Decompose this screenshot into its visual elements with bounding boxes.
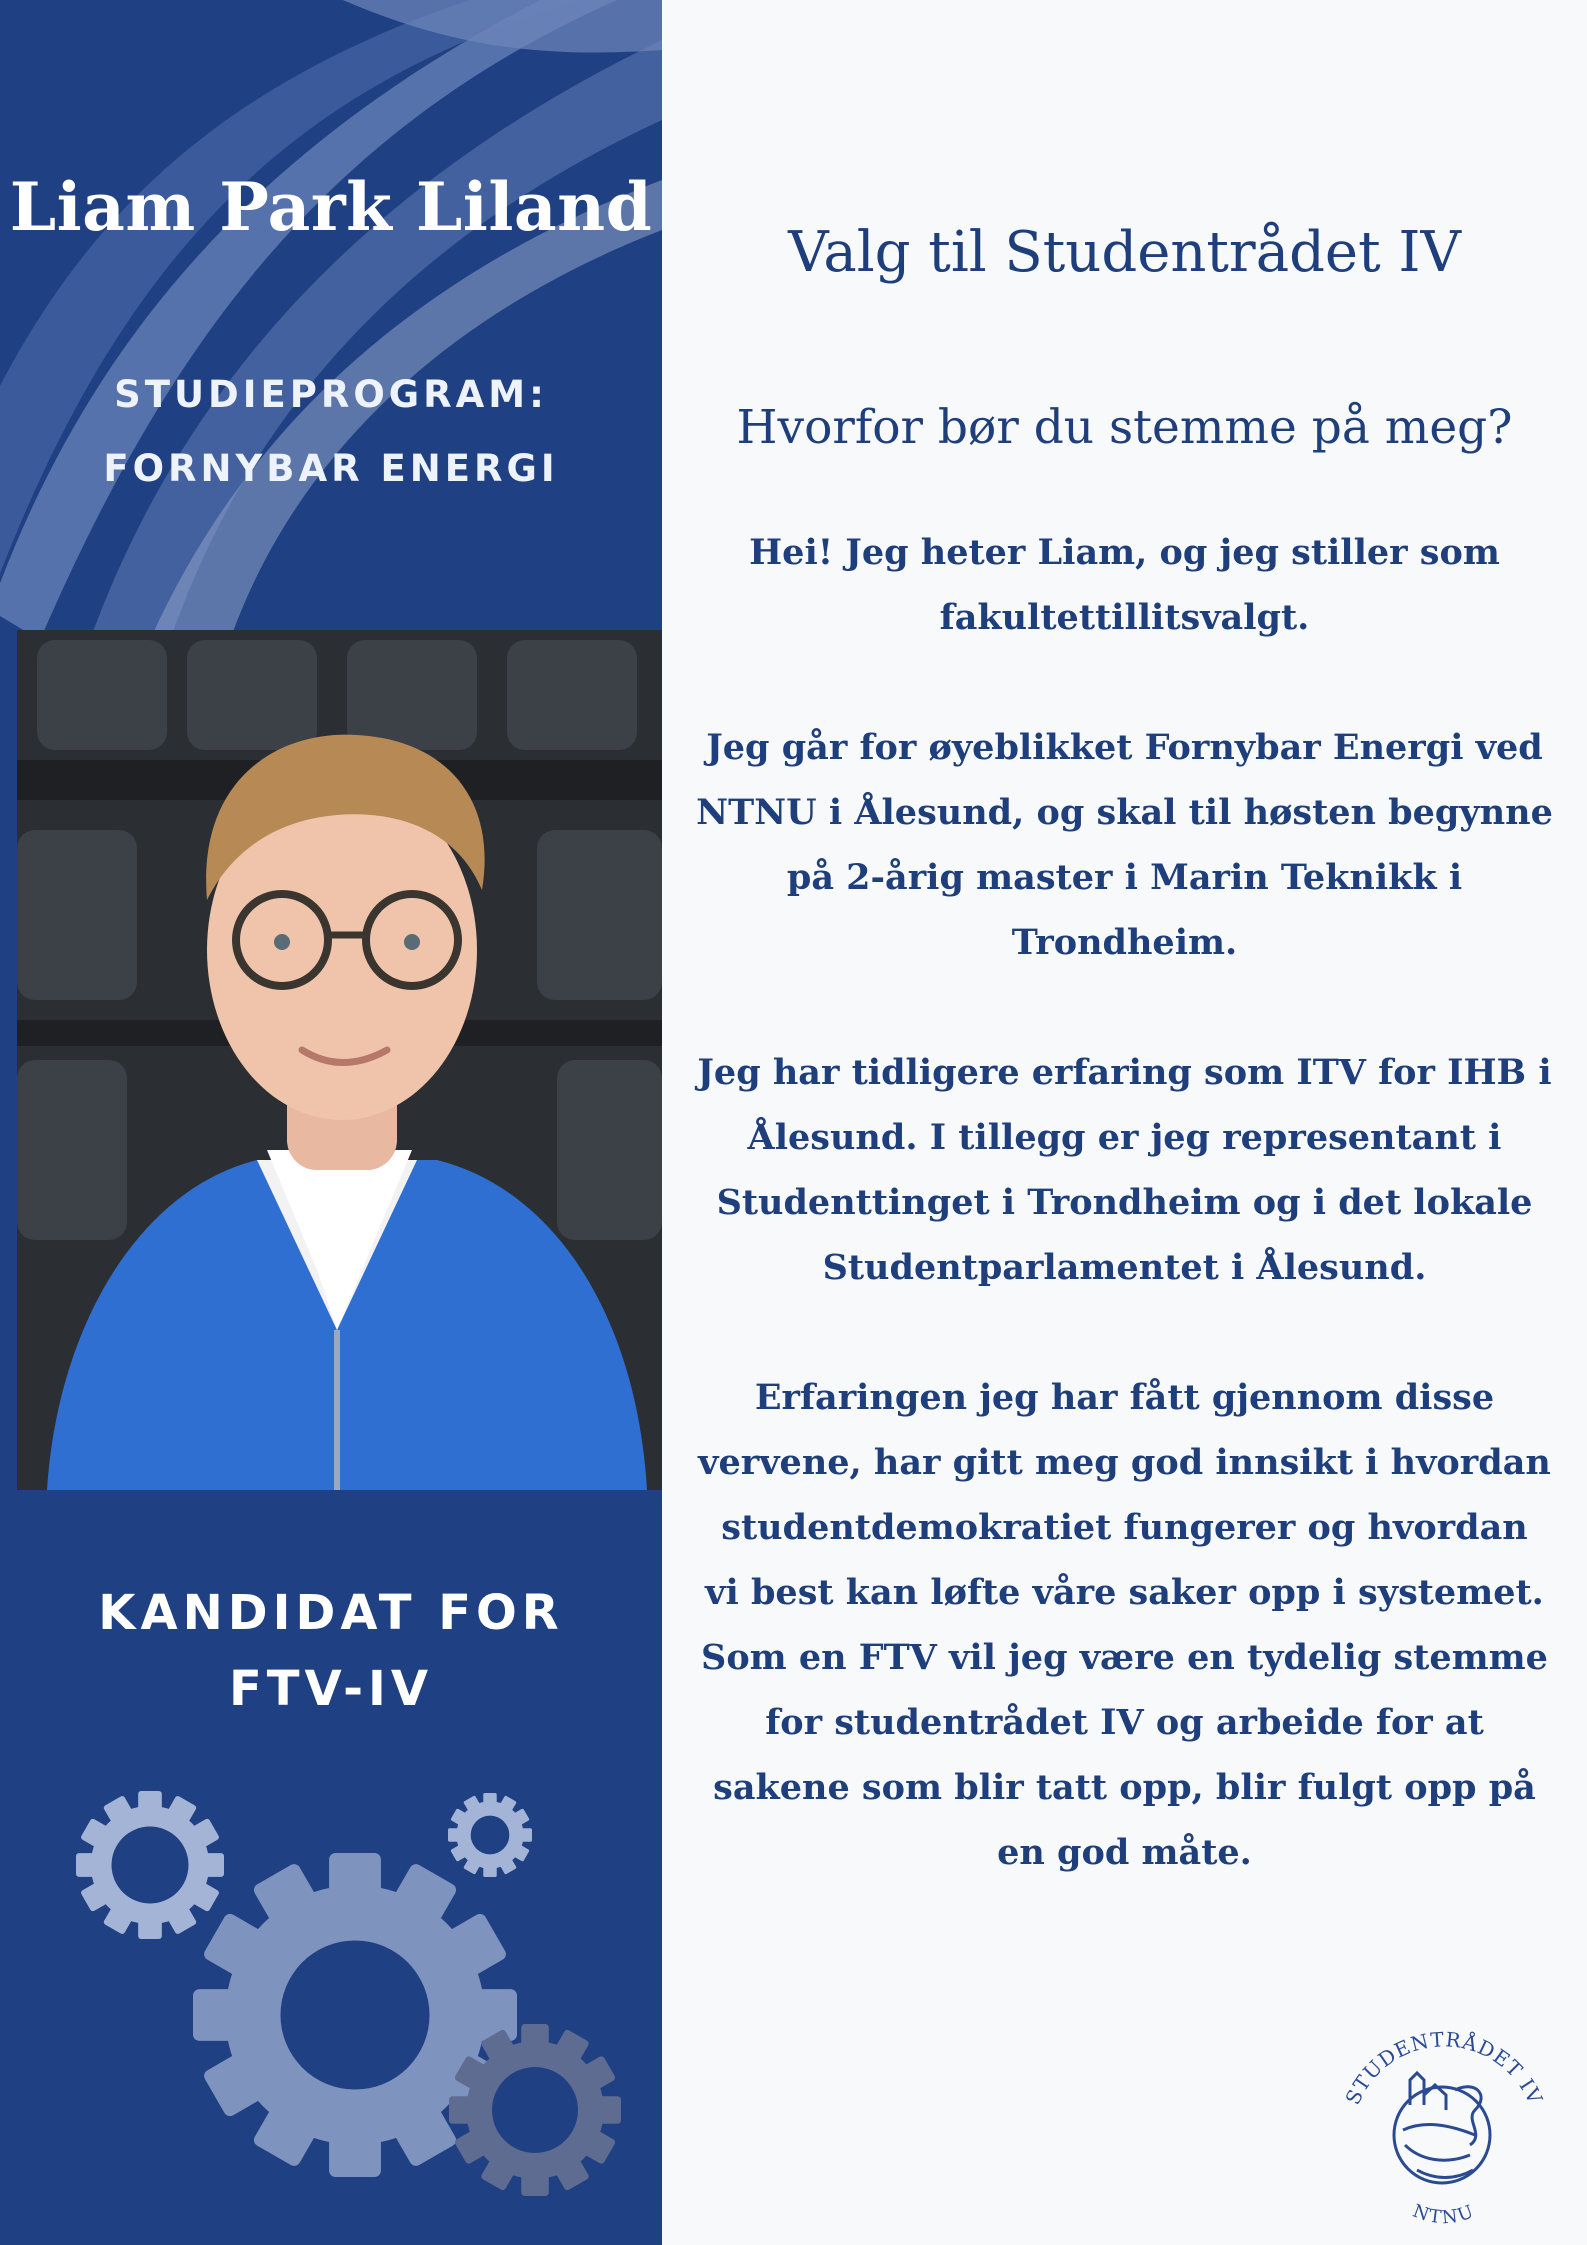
svg-text:NTNU: NTNU [1409,2200,1479,2229]
gear-icon [193,1853,517,2177]
candidate-photo [17,630,662,1490]
statement-paragraph: Jeg har tidligere erfaring som ITV for IHB i Ålesund. I tillegg er jeg representant i Studenttinget i Trondheim og i det lokale Studentparlamentet i Ålesund. [697,1052,1552,1288]
gear-icon [448,1793,532,1877]
statement-paragraph: Erfaringen jeg har fått gjennom disse vervene, har gitt meg god innsikt i hvordan studentdemokratiet fungerer og hvordan vi best kan løfte våre saker opp i systemet. Som en FTV vil jeg være en tydelig stemme for studentrådet IV og arbeide for at sakene som blir tatt opp, blir fulgt opp på en god måte. [698,1377,1551,1873]
page-subtitle: Hvorfor bør du stemme på meg? [736,400,1513,455]
student-council-seal [1325,1985,1560,2230]
left-panel [0,0,662,2245]
candidate-name: Liam Park Liland [9,168,653,246]
statement [662,520,1587,1950]
right-panel [662,0,1587,2245]
candidate-role [0,1575,662,1727]
study-program [0,358,662,506]
candidate-role-label: KANDIDAT FOR [98,1585,564,1641]
svg-text:STUDENTRÅDET IV: STUDENTRÅDET IV [1340,2027,1548,2109]
gears-illustration [0,1740,662,2245]
study-program-value: FORNYBAR ENERGI [103,447,559,490]
statement-paragraph: Jeg går for øyeblikket Fornybar Energi ved NTNU i Ålesund, og skal til høsten begynne på 2-årig master i Marin Teknikk i Trondheim. [696,727,1553,963]
candidate-role-value: FTV-IV [228,1661,434,1717]
statement-paragraph: Hei! Jeg heter Liam, og jeg stiller som fakultettillitsvalgt. [749,532,1500,638]
gear-icon [76,1791,224,1939]
study-program-label: STUDIEPROGRAM: [114,373,548,416]
decorative-swooshes [0,0,662,640]
page-title: Valg til Studentrådet IV [788,220,1461,285]
